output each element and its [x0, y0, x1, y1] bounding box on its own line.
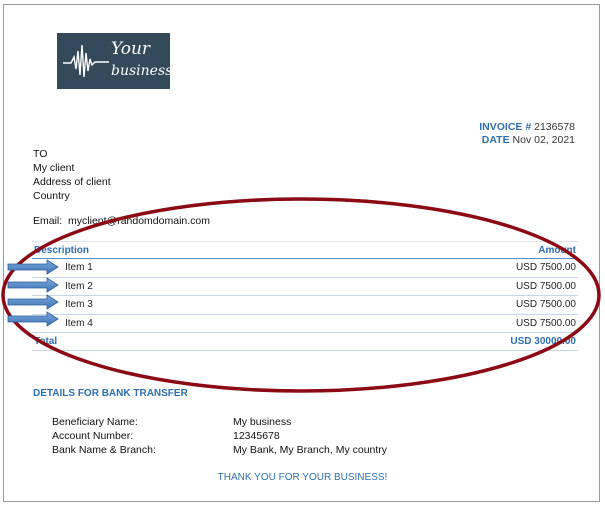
bank-key: Beneficiary Name:: [52, 416, 138, 428]
thank-you-note: THANK YOU FOR YOUR BUSINESS!: [217, 472, 388, 483]
bank-value: My business: [233, 416, 292, 428]
item-amount: USD 7500.00: [515, 317, 576, 329]
arrow-icon: [8, 295, 58, 309]
highlight-ellipse: [3, 199, 599, 391]
client-name: My client: [33, 162, 75, 174]
item-amount: USD 7500.00: [515, 299, 576, 310]
logo-text-line1: Your: [111, 39, 151, 59]
item-description: Item 4: [65, 317, 93, 329]
logo-text-line2: business: [111, 63, 173, 79]
bank-key: Bank Name & Branch:: [52, 444, 156, 456]
item-description: Item 3: [65, 299, 93, 310]
invoice-date-value: Nov 02, 2021: [512, 134, 575, 146]
item-amount: USD 7500.00: [515, 280, 576, 292]
invoice-number-label: INVOICE #: [479, 121, 532, 133]
client-address: Address of client: [33, 176, 111, 188]
arrow-icon: [8, 278, 58, 292]
bank-value: 12345678: [233, 430, 280, 442]
email-label: Email:: [33, 215, 63, 227]
header-description: Description: [34, 245, 90, 256]
client-email[interactable]: myclient@randomdomain.com: [68, 215, 210, 227]
total-amount: USD 30000.00: [510, 336, 576, 347]
bank-value: My Bank, My Branch, My country: [233, 444, 388, 456]
header-amount: Amount: [538, 245, 576, 256]
invoice-number-value: 2136578: [534, 121, 575, 133]
bank-heading: DETAILS FOR BANK TRANSFER: [33, 388, 188, 399]
arrow-icon: [8, 260, 58, 274]
to-label: TO: [33, 148, 48, 160]
item-description: Item 2: [65, 280, 93, 292]
item-description: Item 1: [65, 262, 93, 273]
client-country: Country: [33, 190, 70, 202]
total-label: Total: [34, 336, 58, 347]
item-amount: USD 7500.00: [515, 262, 576, 273]
bank-key: Account Number:: [52, 430, 134, 442]
invoice-date-label: DATE: [481, 134, 510, 146]
